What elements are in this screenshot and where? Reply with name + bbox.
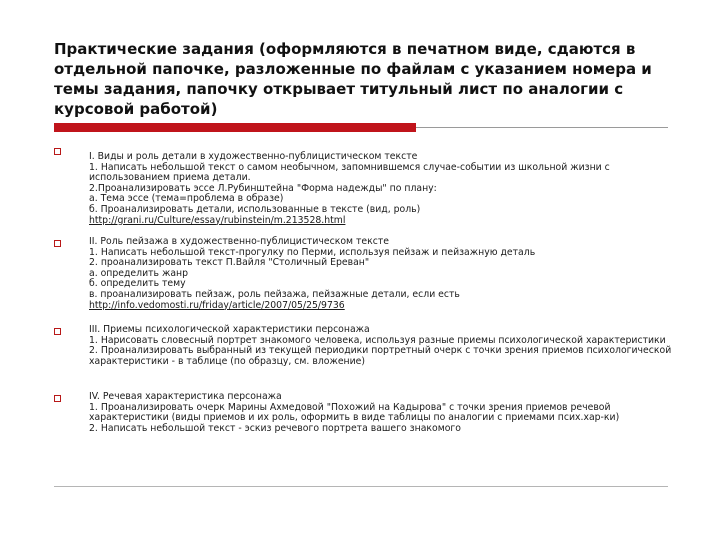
title-accent-bar bbox=[54, 123, 416, 132]
item-heading: II. Роль пейзажа в художественно-публицистическом тексте bbox=[89, 236, 389, 247]
item-heading: IV. Речевая характеристика персонажа bbox=[89, 391, 282, 402]
item-line: а. Тема эссе (тема=проблема в образе) bbox=[89, 193, 284, 205]
item-line: 2.Проанализировать эссе Л.Рубинштейна "Форма надежды" по плану: bbox=[89, 182, 437, 194]
item-line: 1. Написать небольшой текст о самом необычном, запомнившемся случае-событии из школьной жизни с использованием приема детали. bbox=[89, 161, 610, 184]
item-line: 2. Написать небольшой текст - эскиз речевого портрета вашего знакомого bbox=[89, 422, 461, 434]
item-line: 2. Проанализировать выбранный из текущей периодики портретный очерк с точки зрения приемов психологической характеристики - в таблице (по образцу, см. вложение) bbox=[89, 345, 672, 367]
item-text bbox=[89, 325, 679, 367]
square-bullet-icon bbox=[54, 328, 61, 335]
square-bullet-icon bbox=[54, 148, 61, 155]
item-heading: III. Приемы психологической характеристики персонажа bbox=[89, 324, 370, 335]
bottom-rule bbox=[54, 486, 668, 487]
item-text bbox=[89, 392, 679, 434]
item-line: а. определить жанр bbox=[89, 267, 189, 279]
item-line: б. определить тему bbox=[89, 278, 186, 290]
item-line: 1. Нарисовать словесный портрет знакомого человека, используя разные приемы психологической характеристики bbox=[89, 334, 666, 346]
square-bullet-icon bbox=[54, 395, 61, 402]
item-text bbox=[89, 152, 679, 226]
slide-title: Практические задания (оформляются в печатном виде, сдаются в отдельной папочке, разложенные по файлам с указанием номера и темы задания, папочку открывает титульный лист по аналогии с курсовой работой) bbox=[54, 40, 652, 118]
square-bullet-icon bbox=[54, 240, 61, 247]
item-line: в. проанализировать пейзаж, роль пейзажа, пейзажные детали, если есть bbox=[89, 288, 460, 300]
item-link[interactable]: http://info.vedomosti.ru/friday/article/2007/05/25/9736 bbox=[89, 299, 345, 311]
item-line: 2. проанализировать текст П.Вайля "Столичный Ереван" bbox=[89, 257, 370, 269]
item-heading: I. Виды и роль детали в художественно-публицистическом тексте bbox=[89, 151, 418, 162]
item-line: 1. Проанализировать очерк Марины Ахмедовой "Похожий на Кадырова" с точки зрения приемов речевой характеристики (виды приемов и их роль, оформить в виде таблицы по аналогии с приемами псих.хар-ки) bbox=[89, 401, 620, 424]
item-line: 1. Написать небольшой текст-прогулку по Перми, используя пейзаж и пейзажную деталь bbox=[89, 246, 536, 258]
item-line: б. Проанализировать детали, использованные в тексте (вид, роль) bbox=[89, 203, 421, 215]
item-text bbox=[89, 237, 679, 311]
item-link[interactable]: http://grani.ru/Culture/essay/rubinstein/m.213528.html bbox=[89, 214, 346, 226]
